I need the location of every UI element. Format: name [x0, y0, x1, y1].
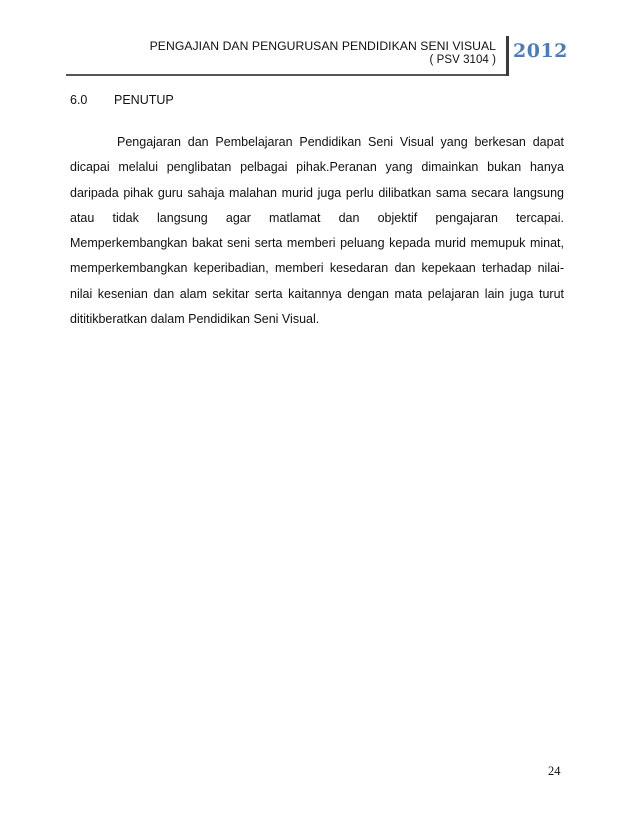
header-title: PENGAJIAN DAN PENGURUSAN PENDIDIKAN SENI VISUAL	[149, 39, 496, 53]
header-text-block	[150, 39, 496, 67]
body-paragraph: Pengajaran dan Pembelajaran Pendidikan Seni Visual yang berkesan dapat dicapai melalui penglibatan pelbagai pihak.Peranan yang dimainkan bukan hanya daripada pihak guru sahaja malahan murid juga perlu dilibatkan sama secara langsung atau tidak langsung agar matlamat dan objektif pengajaran tercapai. Memperkembangkan bakat seni serta memberi peluang kepada murid memupuk minat, memperkembangkan keperibadian, memberi kesedaran dan kepekaan terhadap nilai-nilai kesenian dan alam sekitar serta kaitannya dengan mata pelajaran lain juga turut dititikberatkan dalam Pendidikan Seni Visual.	[70, 135, 564, 327]
section-title: PENUTUP	[114, 93, 174, 107]
page-header	[66, 34, 572, 74]
header-rule	[66, 74, 506, 76]
section-number: 6.0	[70, 93, 88, 107]
header-divider	[506, 36, 509, 76]
header-year: 2012	[513, 40, 568, 62]
header-course-code: ( PSV 3104 )	[429, 54, 496, 66]
section-heading	[70, 93, 174, 107]
page-number: 24	[548, 764, 561, 778]
